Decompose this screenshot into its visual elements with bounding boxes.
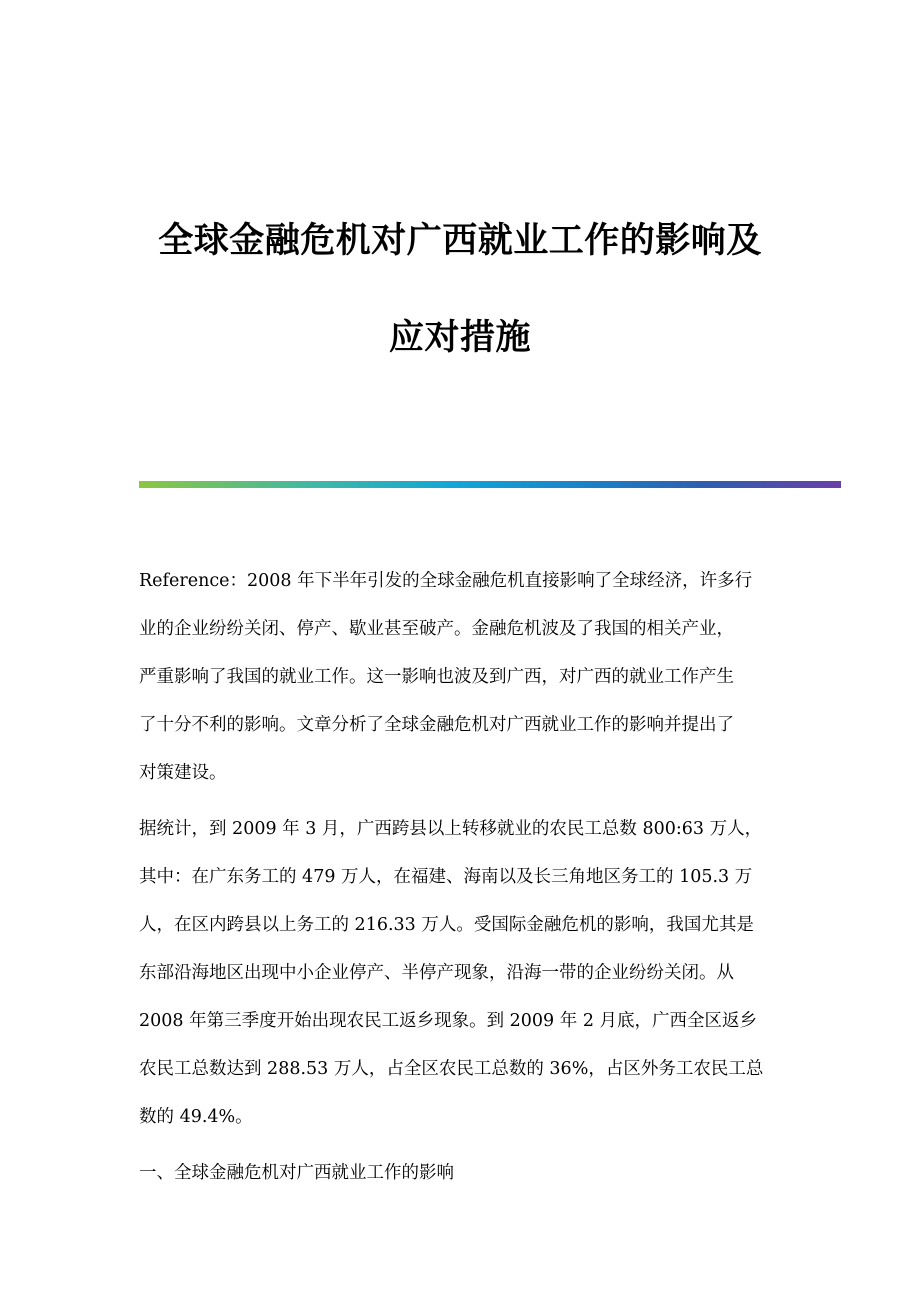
title-line-1: 全球金融危机对广西就业工作的影响及: [158, 221, 762, 261]
text-line: 据统计，到 2009 年 3 月，广西跨县以上转移就业的农民工总数 800:63 万人，: [139, 819, 763, 839]
text-line: 其中：在广东务工的 479 万人，在福建、海南以及长三角地区务工的 105.3 万: [139, 867, 753, 887]
text-line: 业的企业纷纷关闭、停产、歇业甚至破产。金融危机波及了我国的相关产业，: [139, 619, 734, 639]
title-line-2: 应对措施: [388, 318, 531, 358]
text-line: 数的 49.4%。: [139, 1107, 253, 1127]
text-line: 人，在区内跨县以上务工的 216.33 万人。受国际金融危机的影响，我国尤其是: [139, 915, 754, 935]
text-line: 严重影响了我国的就业工作。这一影响也波及到广西，对广西的就业工作产生: [139, 667, 734, 687]
gradient-divider: [139, 481, 841, 488]
text-line: 对策建设。: [139, 763, 227, 783]
reference-paragraph: [139, 557, 789, 797]
text-line: 了十分不利的影响。文章分析了全球金融危机对广西就业工作的影响并提出了: [139, 715, 734, 735]
text-line: Reference：2008 年下半年引发的全球金融危机直接影响了全球经济，许多行: [139, 571, 753, 591]
text-line: 2008 年第三季度开始出现农民工返乡现象。到 2009 年 2 月底，广西全区返乡: [139, 1011, 758, 1031]
text-line: 农民工总数达到 288.53 万人，占全区农民工总数的 36%，占区外务工农民工总: [139, 1059, 764, 1079]
section-heading: 一、全球金融危机对广西就业工作的影响: [139, 1163, 454, 1183]
text-line: 东部沿海地区出现中小企业停产、半停产现象，沿海一带的企业纷纷关闭。从: [139, 963, 734, 983]
statistics-paragraph: [139, 805, 789, 1141]
